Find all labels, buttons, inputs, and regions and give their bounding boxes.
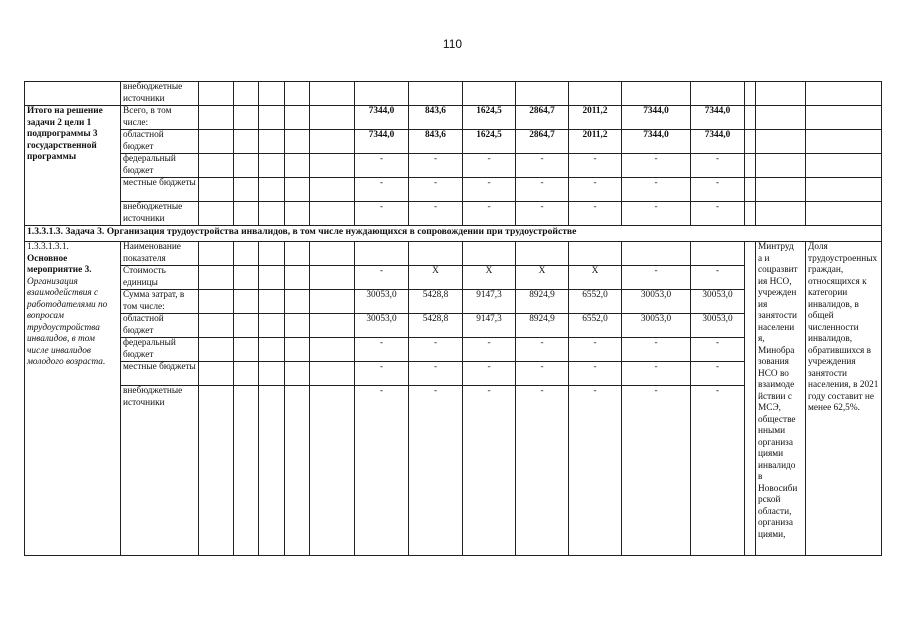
value-cell: 30053,0 [355, 290, 409, 314]
value-cell [569, 242, 622, 266]
value-cell: - [409, 178, 463, 202]
funding-source-cell: областной бюджет [121, 314, 199, 338]
result-cell: Доля трудоустроенных граждан, относящихся к категории инвалидов, в общей численности инвалидов, обратившихся в учреждения занятости населения, в 2021 году составит не менее 62,5%. [806, 242, 882, 556]
value-cell: - [516, 386, 569, 556]
empty-cell [199, 106, 234, 130]
empty-cell [285, 82, 310, 106]
value-cell [622, 82, 691, 106]
value-cell: - [622, 266, 691, 290]
executor-line: НСО во [758, 368, 789, 379]
value-cell: 7344,0 [691, 106, 745, 130]
empty-cell [806, 130, 882, 154]
value-cell: 8924,9 [516, 290, 569, 314]
empty-cell [234, 106, 259, 130]
value-cell: - [463, 154, 516, 178]
block1-rows [25, 82, 882, 226]
empty-cell [199, 82, 234, 106]
empty-cell [310, 386, 355, 556]
empty-cell [806, 202, 882, 226]
empty-cell [234, 386, 259, 556]
table-row [25, 154, 882, 178]
value-cell: - [355, 266, 409, 290]
value-cell [409, 242, 463, 266]
table-row [25, 130, 882, 154]
table-row [25, 178, 882, 202]
value-cell: - [355, 386, 409, 556]
value-cell: 7344,0 [622, 130, 691, 154]
empty-cell [310, 202, 355, 226]
value-cell: - [569, 178, 622, 202]
funding-source-cell: областной бюджет [121, 130, 199, 154]
value-cell: X [516, 266, 569, 290]
value-cell: - [691, 386, 745, 556]
empty-cell [285, 362, 310, 386]
value-cell: - [691, 362, 745, 386]
executor-line: в [758, 472, 763, 482]
empty-cell [745, 130, 756, 154]
value-cell: - [622, 178, 691, 202]
value-cell: - [622, 202, 691, 226]
empty-cell [806, 154, 882, 178]
value-cell: - [355, 154, 409, 178]
value-cell [516, 242, 569, 266]
empty-cell [756, 154, 806, 178]
empty-cell [310, 106, 355, 130]
executor-cell [756, 242, 806, 556]
value-cell [355, 82, 409, 106]
funding-source-cell: местные бюджеты [121, 362, 199, 386]
value-cell: - [409, 386, 463, 556]
executor-line: ия НСО, [758, 276, 792, 287]
value-cell: - [691, 154, 745, 178]
value-cell: 9147,3 [463, 314, 516, 338]
page-number: 110 [442, 37, 463, 51]
value-cell: - [622, 338, 691, 362]
value-cell: - [409, 362, 463, 386]
value-cell: 2011,2 [569, 106, 622, 130]
value-cell: - [516, 154, 569, 178]
funding-source-cell: местные бюджеты [121, 178, 199, 202]
empty-cell [745, 242, 756, 556]
value-cell [569, 82, 622, 106]
value-cell: - [355, 202, 409, 226]
empty-cell [310, 338, 355, 362]
value-cell: - [516, 362, 569, 386]
empty-cell [285, 290, 310, 314]
value-cell: - [355, 178, 409, 202]
executor-line: йствии с [758, 391, 792, 402]
value-cell: - [463, 202, 516, 226]
empty-cell [234, 130, 259, 154]
event-title: Основное мероприятие 3. [27, 253, 92, 275]
value-cell: 2864,7 [516, 130, 569, 154]
empty-cell [310, 242, 355, 266]
executor-line: Новосиби [758, 483, 798, 494]
executor-line: области, [758, 506, 792, 517]
empty-cell [234, 314, 259, 338]
funding-source-cell: Стоимость единицы [121, 266, 199, 290]
empty-cell [234, 266, 259, 290]
empty-cell [756, 106, 806, 130]
empty-cell [806, 178, 882, 202]
empty-cell [285, 106, 310, 130]
value-cell [516, 82, 569, 106]
empty-cell [285, 386, 310, 556]
value-cell: - [463, 386, 516, 556]
empty-cell [259, 314, 285, 338]
value-cell [463, 82, 516, 106]
event-cell [25, 242, 121, 556]
executor-line: Минтруд [758, 242, 794, 252]
empty-cell [756, 202, 806, 226]
value-cell: 30053,0 [691, 290, 745, 314]
empty-cell [199, 154, 234, 178]
value-cell: 5428,8 [409, 290, 463, 314]
value-cell: - [409, 154, 463, 178]
value-cell: - [463, 362, 516, 386]
value-cell: 7344,0 [355, 130, 409, 154]
empty-cell [259, 338, 285, 362]
executor-line: Минобра [758, 345, 795, 356]
value-cell: 30053,0 [622, 290, 691, 314]
empty-cell [234, 202, 259, 226]
empty-cell [310, 178, 355, 202]
value-cell: - [569, 338, 622, 362]
funding-source-cell: федеральный бюджет [121, 154, 199, 178]
empty-cell [259, 130, 285, 154]
executor-line: ия [758, 299, 768, 310]
empty-cell [259, 242, 285, 266]
empty-cell [285, 338, 310, 362]
funding-source-cell: федеральный бюджет [121, 338, 199, 362]
empty-cell [310, 154, 355, 178]
value-cell: 9147,3 [463, 290, 516, 314]
empty-cell [806, 82, 882, 106]
empty-cell [199, 266, 234, 290]
funding-source-cell: внебюджетные источники [121, 386, 199, 556]
empty-cell [199, 362, 234, 386]
executor-line: я, [758, 334, 765, 344]
value-cell: 30053,0 [355, 314, 409, 338]
funding-source-cell: Всего, в том числе: [121, 106, 199, 130]
empty-cell [745, 82, 756, 106]
funding-source-cell: внебюджетные источники [121, 82, 199, 106]
value-cell: - [691, 338, 745, 362]
executor-line: нными [758, 426, 786, 436]
empty-cell [259, 82, 285, 106]
value-cell: X [409, 266, 463, 290]
empty-cell [259, 266, 285, 290]
executor-line: взаимоде [758, 380, 795, 390]
executor-line: организа [758, 518, 793, 528]
value-cell [409, 82, 463, 106]
value-cell: - [569, 362, 622, 386]
empty-cell [285, 314, 310, 338]
executor-line: организа [758, 437, 793, 448]
event-description: Организация взаимодействия с работодателями по вопросам трудоустройства инвалидов, в том числе инвалидов молодого возраста. [27, 276, 108, 367]
executor-line: инвалидо [758, 460, 796, 471]
value-cell: 6552,0 [569, 290, 622, 314]
value-cell: 5428,8 [409, 314, 463, 338]
empty-cell [199, 338, 234, 362]
table-row [25, 106, 882, 130]
value-cell: - [569, 386, 622, 556]
empty-cell [756, 178, 806, 202]
value-cell: 7344,0 [622, 106, 691, 130]
value-cell [691, 242, 745, 266]
value-cell: 30053,0 [622, 314, 691, 338]
empty-cell [745, 106, 756, 130]
table-row [25, 82, 882, 106]
empty-cell [756, 130, 806, 154]
value-cell: - [569, 154, 622, 178]
value-cell: 30053,0 [691, 314, 745, 338]
empty-cell [234, 154, 259, 178]
empty-cell [756, 82, 806, 106]
empty-cell [259, 362, 285, 386]
value-cell: - [355, 338, 409, 362]
empty-cell [310, 266, 355, 290]
empty-cell [234, 178, 259, 202]
empty-cell [199, 290, 234, 314]
executor-line: населени [758, 322, 795, 333]
executor-line: обществе [758, 414, 796, 425]
empty-cell [745, 178, 756, 202]
section-heading: 1.3.3.1.3. Задача 3. Организация трудоустройства инвалидов, в том числе нуждающихся в сопровождении при трудоустройстве [25, 226, 882, 242]
empty-cell [259, 106, 285, 130]
empty-cell [745, 202, 756, 226]
value-cell: - [409, 202, 463, 226]
empty-cell [806, 106, 882, 130]
value-cell [622, 242, 691, 266]
value-cell: - [622, 386, 691, 556]
empty-cell [25, 82, 121, 106]
value-cell: 2011,2 [569, 130, 622, 154]
executor-line: а и [758, 253, 770, 264]
empty-cell [259, 386, 285, 556]
value-cell: 8924,9 [516, 314, 569, 338]
value-cell: - [463, 178, 516, 202]
value-cell: - [622, 362, 691, 386]
empty-cell [310, 290, 355, 314]
section-heading-row [25, 226, 882, 242]
empty-cell [199, 202, 234, 226]
value-cell: 1624,5 [463, 106, 516, 130]
block1-title-cell: Итого на решение задачи 2 цели 1 подпрограммы 3 государственной программы [25, 106, 121, 226]
value-cell: 7344,0 [355, 106, 409, 130]
empty-cell [199, 386, 234, 556]
empty-cell [285, 202, 310, 226]
empty-cell [199, 242, 234, 266]
program-table [24, 81, 882, 556]
value-cell: 843,6 [409, 130, 463, 154]
value-cell: - [691, 266, 745, 290]
value-cell: 2864,7 [516, 106, 569, 130]
value-cell: 7344,0 [691, 130, 745, 154]
empty-cell [259, 290, 285, 314]
executor-line: циями, [758, 529, 786, 540]
empty-cell [310, 130, 355, 154]
value-cell: - [622, 154, 691, 178]
executor-line: МСЭ, [758, 403, 781, 413]
empty-cell [234, 290, 259, 314]
funding-source-cell: Сумма затрат, в том числе: [121, 290, 199, 314]
executor-line: зования [758, 357, 789, 367]
value-cell: 6552,0 [569, 314, 622, 338]
value-cell: X [463, 266, 516, 290]
executor-line: соцразвит [758, 265, 798, 275]
empty-cell [310, 82, 355, 106]
event-code: 1.3.3.1.3.1. [27, 242, 69, 252]
value-cell: - [516, 338, 569, 362]
empty-cell [285, 266, 310, 290]
block2-rows [25, 242, 882, 556]
value-cell: X [569, 266, 622, 290]
funding-source-cell: Наименование показателя [121, 242, 199, 266]
empty-cell [199, 130, 234, 154]
empty-cell [199, 178, 234, 202]
empty-cell [259, 178, 285, 202]
value-cell: 1624,5 [463, 130, 516, 154]
empty-cell [745, 154, 756, 178]
empty-cell [285, 178, 310, 202]
value-cell: - [516, 178, 569, 202]
empty-cell [310, 362, 355, 386]
empty-cell [285, 242, 310, 266]
value-cell [691, 82, 745, 106]
table-row [25, 202, 882, 226]
value-cell [463, 242, 516, 266]
value-cell: - [691, 202, 745, 226]
value-cell: - [516, 202, 569, 226]
empty-cell [285, 130, 310, 154]
table-row [25, 242, 882, 266]
value-cell: - [463, 338, 516, 362]
empty-cell [310, 314, 355, 338]
empty-cell [259, 202, 285, 226]
executor-line: рской [758, 495, 781, 505]
empty-cell [199, 314, 234, 338]
value-cell: - [409, 338, 463, 362]
executor-line: учрежден [758, 288, 797, 298]
executor-line: занятости [758, 311, 798, 321]
empty-cell [234, 242, 259, 266]
value-cell [355, 242, 409, 266]
value-cell: 843,6 [409, 106, 463, 130]
empty-cell [234, 362, 259, 386]
empty-cell [234, 82, 259, 106]
executor-line: циями [758, 449, 784, 459]
value-cell: - [691, 178, 745, 202]
empty-cell [234, 338, 259, 362]
empty-cell [285, 154, 310, 178]
value-cell: - [355, 362, 409, 386]
funding-source-cell: внебюджетные источники [121, 202, 199, 226]
value-cell: - [569, 202, 622, 226]
empty-cell [259, 154, 285, 178]
